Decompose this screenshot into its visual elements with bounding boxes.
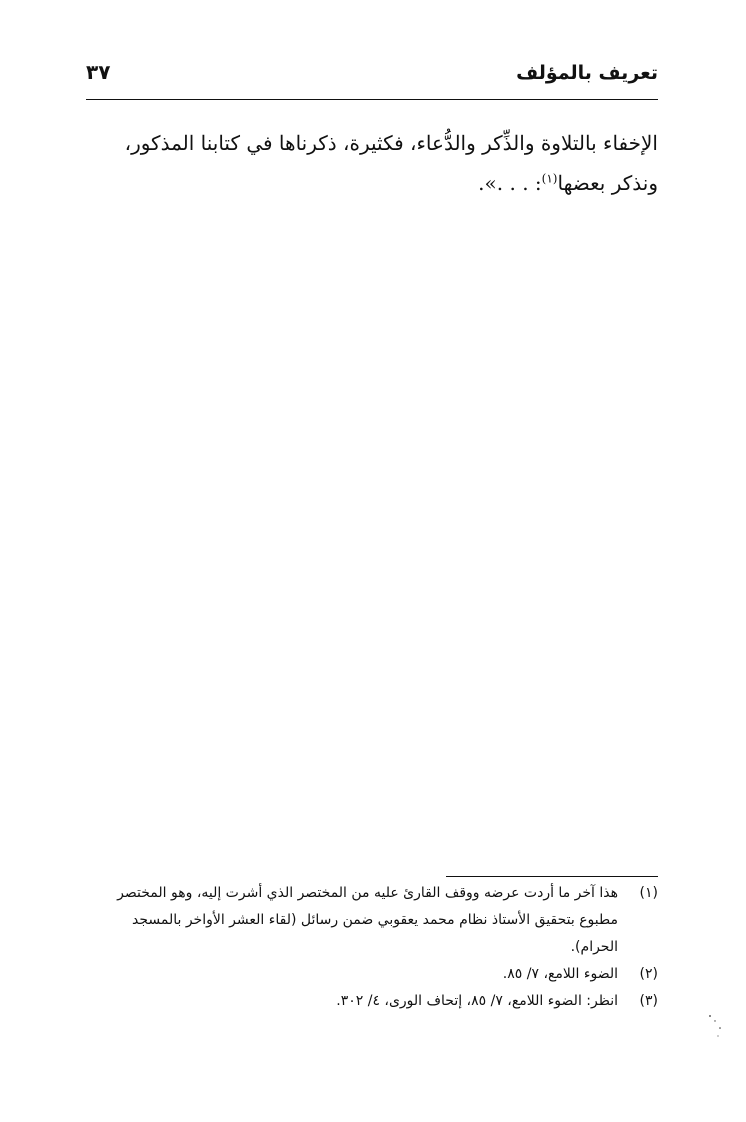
body-line-2-text: ونذكر بعضها: [557, 171, 658, 195]
body-line-2: [86, 163, 658, 203]
body-line-1-text: الإخفاء بالتلاوة والذِّكر والدُّعاء، فكثيرة، ذكرناها في كتابنا المذكور،: [124, 131, 658, 155]
footnote-3-text: انظر: الضوء اللامع، ٧/ ٨٥، إتحاف الورى، ٤/ ٣٠٢.: [336, 993, 618, 1009]
main-text: [86, 123, 658, 203]
footnote-2-mark: (٢): [639, 966, 658, 982]
body-line-2-ellipsis: : . . .».: [478, 171, 542, 195]
running-head-title: تعريف بالمؤلف: [516, 62, 658, 84]
body-line-1: [86, 123, 658, 163]
running-head: [86, 58, 658, 92]
footnote-3: [86, 988, 658, 1015]
page-number: ٣٧: [86, 60, 111, 84]
footnotes: [86, 880, 658, 1015]
footnote-1: [86, 880, 658, 961]
footnote-separator: [446, 876, 658, 877]
footnote-ref-1: (١): [541, 171, 558, 186]
footnote-1-text: هذا آخر ما أردت عرضه ووقف القارئ عليه من المختصر الذي أشرت إليه، وهو المختصر مطبوع بتحقيق الأستاذ نظام محمد يعقوبي ضمن رسائل (لقاء العشر الأواخر بالمسجد الحرام).: [117, 885, 618, 955]
scan-specks: [706, 1010, 736, 1050]
footnote-3-mark: (٣): [639, 993, 658, 1009]
header-rule: [86, 99, 658, 100]
footnote-2-text: الضوء اللامع، ٧/ ٨٥.: [502, 966, 618, 982]
footnote-1-mark: (١): [639, 885, 658, 901]
footnote-2: [86, 961, 658, 988]
